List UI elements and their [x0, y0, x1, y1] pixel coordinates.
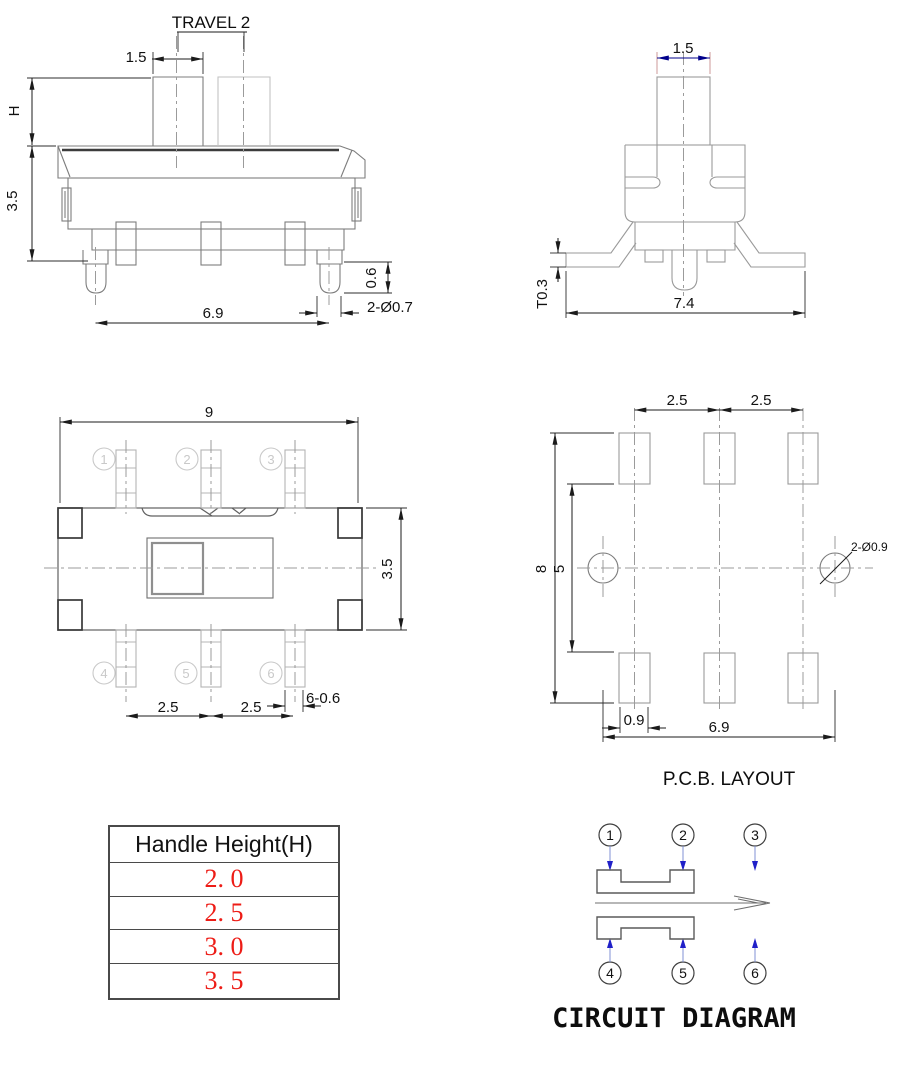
side-dim-handle-width: 1.5: [672, 40, 694, 57]
front-dim-handle-height: H: [6, 105, 23, 117]
circuit-pin-3: 3: [751, 827, 759, 843]
pcb-layout-caption: P.C.B. LAYOUT: [662, 769, 796, 790]
pcb-dim-hole: 2-Ø0.9: [851, 540, 888, 554]
front-travel-label: TRAVEL 2: [171, 13, 251, 32]
pcb-dim-pad-width: 0.9: [623, 712, 645, 729]
top-view-dimensions: [60, 417, 407, 716]
top-pin-6: 6: [267, 666, 275, 681]
pcb-dim-row-span: 8: [533, 564, 550, 574]
handle-height-value: 2. 5: [204, 898, 244, 928]
top-dim-pitch-2: 2.5: [240, 699, 262, 716]
circuit-pin-2: 2: [679, 827, 687, 843]
handle-height-table-header: [110, 827, 338, 863]
handle-height-row-3: [110, 930, 338, 964]
top-dim-pitch-1: 2.5: [157, 699, 179, 716]
side-view: [534, 40, 805, 318]
front-view: [4, 13, 413, 323]
top-view: [44, 404, 407, 716]
circuit-pin-1: 1: [606, 827, 614, 843]
handle-height-value: 3. 5: [204, 965, 244, 995]
handle-height-row-4: [110, 964, 338, 998]
pcb-dim-hole-span: 6.9: [708, 719, 730, 736]
side-view-outline: [566, 77, 805, 290]
handle-height-value: 2. 0: [204, 864, 244, 894]
front-view-outline: [58, 77, 365, 293]
pcb-layout: [533, 392, 888, 790]
front-dim-pin-step: 0.6: [363, 267, 380, 289]
front-dim-pin-span: 6.9: [202, 305, 224, 322]
side-dim-overall-width: 7.4: [673, 295, 695, 312]
handle-height-row-1: [110, 863, 338, 897]
pcb-dim-pitch-1: 2.5: [666, 392, 688, 409]
circuit-slide-arrow: [595, 896, 770, 910]
circuit-pin-5: 5: [679, 965, 687, 981]
front-dim-body-height: 3.5: [4, 190, 21, 212]
handle-height-row-2: [110, 897, 338, 931]
circuit-arrows: [607, 846, 758, 962]
top-pin-2: 2: [183, 452, 191, 467]
top-dim-overall-length: 9: [204, 404, 214, 421]
top-view-pin-badges: [93, 448, 282, 684]
circuit-diagram: [552, 824, 796, 1034]
pcb-dim-row-pitch: 5: [551, 564, 568, 574]
circuit-pin-4: 4: [606, 965, 614, 981]
top-pin-5: 5: [182, 666, 190, 681]
handle-height-value: 3. 0: [204, 931, 244, 961]
circuit-contacts: [597, 870, 694, 939]
pcb-center-lines: [577, 408, 873, 713]
side-dim-foot-thickness: T0.3: [534, 278, 551, 310]
top-view-center-lines: [44, 440, 380, 702]
front-dim-handle-width: 1.5: [125, 49, 147, 66]
handle-height-header-label: Handle Height(H): [135, 831, 313, 857]
pcb-dimensions: [550, 410, 852, 742]
top-pin-4: 4: [100, 666, 108, 681]
top-dim-overall-width: 3.5: [379, 558, 396, 580]
top-pin-3: 3: [267, 452, 275, 467]
front-dim-pin-holes: 2-Ø0.7: [367, 299, 413, 316]
handle-height-table: [108, 825, 340, 1000]
top-pin-1: 1: [100, 452, 108, 467]
side-view-dimensions: [550, 52, 805, 318]
top-view-outline: [58, 508, 362, 630]
circuit-caption: CIRCUIT DIAGRAM: [552, 1003, 796, 1034]
top-dim-pin-width: 6-0.6: [306, 690, 341, 707]
pcb-dim-pitch-2: 2.5: [750, 392, 772, 409]
circuit-pin-6: 6: [751, 965, 759, 981]
